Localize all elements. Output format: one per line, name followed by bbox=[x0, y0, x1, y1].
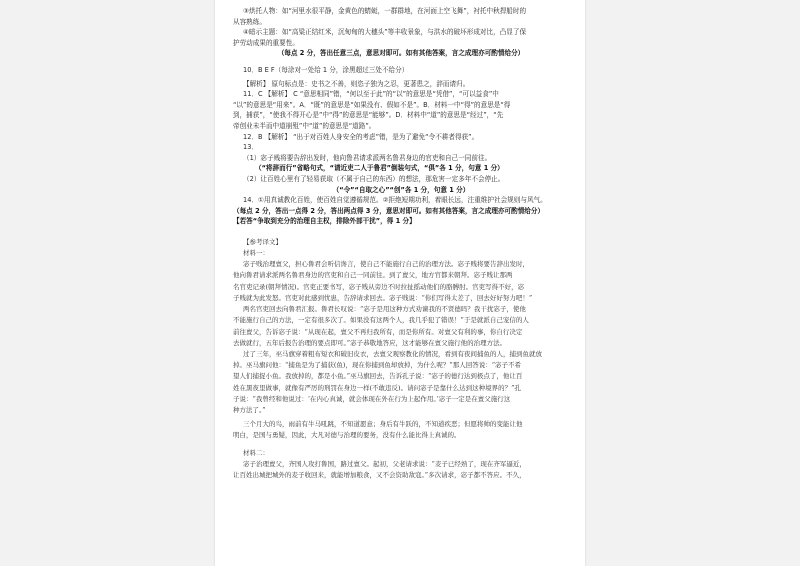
spacer bbox=[233, 227, 569, 233]
material-1-conclusion: 三个月大的鸟，雨前有牛马吼跳，不知道愿意；身后有牛跃的，不知道疾恶；但愿将帅的变能让他 bbox=[243, 420, 523, 429]
answer-9-line: ④暗示主题：如“高粱正结红米，沉甸甸的大穗头”等丰收景象，与洪水的破坏形成对比，凸显了保 bbox=[243, 28, 527, 37]
material-1-line: 前往亶父，告诉宓子说：“从现在起，亶父不再归我所有，而是你所有。对亶父有利的事，你自行决定 bbox=[233, 327, 523, 336]
question-12-answer: 12．B 【解析】 “出于对百姓人身安全的考虑”错，是为了避免“令不耕者得获”。 bbox=[243, 132, 479, 141]
question-13-2-translation: （2）让百姓心里有了轻易获取（不属于自己的东西）的想法，那危害一定多年不会停止。 bbox=[243, 174, 505, 183]
material-1-line: 子贱就为此发怒。官吏对此感到忧患，告辞请求回去。宓子贱说：“你们写得太差了，回去好好努力吧！” bbox=[233, 293, 533, 302]
material-1-line: 掉。巫马旗问他：“捕鱼是为了捕获(鱼)，现在你捕到鱼却放掉，为什么呢？”那人回答说：“宓子不希 bbox=[233, 361, 522, 370]
material-1-line: 他向鲁君请求派两名鲁君身边的官吏和自己一同前往。到了亶父，地方官都来朝拜。宓子贱让那两 bbox=[233, 271, 513, 280]
question-13-1-scoring: （“将辞而行”省略句式，“请近吏二人于鲁君”倒装句式，“俱”各 1 分，句意 1 分） bbox=[255, 164, 504, 173]
question-14-answer: 14．①用真诚教化百姓，使百姓自觉遵循规范。②拒绝短期功利，着眼长远，注重维护社会规则与风气。 bbox=[243, 196, 547, 205]
question-13-2-scoring: （“令”“自取之心”“创”各 1 分，句意 1 分） bbox=[332, 185, 470, 194]
question-11-answer: “以”的意思是“用来”。A．“既”的意思是“如果没有、假如不是”。B．材料一中“得”的意思是“得 bbox=[233, 100, 511, 109]
material-1-line: 过了三年，巫马旗穿着粗布短衣和破旧皮衣，去亶父观察教化的情况，看到有夜间捕鱼的人，捕到鱼就放 bbox=[243, 349, 542, 358]
question-13-label: 13． bbox=[243, 143, 258, 152]
material-1-line: 种方法了。” bbox=[233, 405, 266, 414]
document-page bbox=[215, 0, 585, 566]
material-1-line: 宓子贱治理亶父，担心鲁君会听信谗言，使自己不能施行自己的治理方法。宓子贱将要告辞出发时， bbox=[243, 260, 529, 269]
material-1-line: 子说：“我曾经和他说过：‘在内心真诚，就会体现在外在行为上起作用。’宓子一定是在亶父施行这 bbox=[233, 394, 511, 403]
question-14-note: 【若答“争取到充分的治理自主权，排除外部干扰”，得 1 分】 bbox=[233, 217, 416, 226]
material-1-line: 名官吏记录(朝拜情况)。官吏正要书写，宓子贱从旁边不时拉扯摇动他们的胳膊肘。官吏写得不好，宓 bbox=[233, 282, 525, 291]
material-2-line: 让百姓出城把城外的麦子收回来，就能增加粮食，又不会资助敌寇。”多次请求，宓子都不答应。不久， bbox=[233, 470, 526, 479]
question-10-analysis: 【解析】 原句标点是：史书之不善，则恣子独为之忍，更著患之，辞而请归。 bbox=[243, 79, 470, 88]
material-1-conclusion: 明白，是国与勇疑，因此，大凡对德与治理的要务，没有什么能比得上真诚的。 bbox=[233, 431, 461, 440]
question-14-scoring: （每点 2 分，答出一点得 2 分，答出两点得 3 分，意思对即可。如有其他答案，言之成理亦可酌情给分） bbox=[233, 206, 545, 215]
answer-9-line: ③烘托人物：如“河里水很平静，金黄色的蜻蜓，一群群地，在河面上空飞舞”，衬托中秋捍船时的 bbox=[243, 7, 527, 15]
answer-9-line: （每点 2 分，答出任意三点，意思对即可。如有其他答案，言之成理亦可酌情给分） bbox=[277, 49, 525, 58]
answer-9-line: 护劳动成果的重要性。 bbox=[233, 38, 299, 47]
document-body bbox=[215, 0, 585, 481]
reference-translation-title: 【参考译文】 bbox=[243, 237, 282, 246]
question-11-answer: 11．C 【解析】 C “意思相同”错，“何以至于此”的“以”的意思是“凭借”，“可以益食”中 bbox=[243, 90, 499, 99]
material-1-line: 两名官吏回去向鲁君汇报。鲁君长叹说：“宓子是用这种方式劝谏我的不贤德吗？我干扰宓子，使他 bbox=[243, 305, 526, 314]
question-13-1-translation: （1）宓子贱将要告辞出发时，他向鲁君请求派两名鲁君身边的官吏和自己一同前往。 bbox=[243, 153, 492, 162]
material-1-line: 望人们捕捉小鱼。我放掉的，都是小鱼。”巫马旗回去，告诉孔子说：“宓子的德行达到极点了，他让百 bbox=[233, 372, 523, 381]
material-1-title: 材料一： bbox=[243, 249, 269, 258]
material-2-line: 宓子治理亶父，齐国人攻打鲁国，路过亶父。起初，父老请求说：“麦子已经熟了，现在齐军逼近， bbox=[243, 459, 526, 468]
question-11-answer: 帝创业未半而中道崩殂”中“道”的意思是“道路”。 bbox=[233, 121, 376, 130]
material-1-line: 去做就行，五年后报告治理的要点即可。”宓子恭敬地答应，这才能够在亶父施行他的治理方法。 bbox=[233, 338, 507, 347]
question-11-answer: 到，捕获”，“使我不得开心是”中“得”的意思是“能够”。D．材料中“道”的意思是“经过”，“先 bbox=[233, 111, 504, 120]
material-1-line: 姓在黑夜里做事，就像有严厉的刑罚在身边一样(不敢违反)。请问宓子是靠什么达到这种境界的？”孔 bbox=[233, 383, 521, 392]
material-1-line: 不能施行自己的方法，一定有很多次了。如果没有这两个人，我几乎犯了错误！”于是就派自己宠信的人 bbox=[233, 316, 529, 325]
question-10-answer: 10．B E F（每涂对一处给 1 分，涂黑超过三处不给分） bbox=[243, 65, 409, 74]
material-2-title: 材料二： bbox=[243, 448, 269, 457]
answer-9-line: 从容熟练。 bbox=[233, 17, 266, 26]
